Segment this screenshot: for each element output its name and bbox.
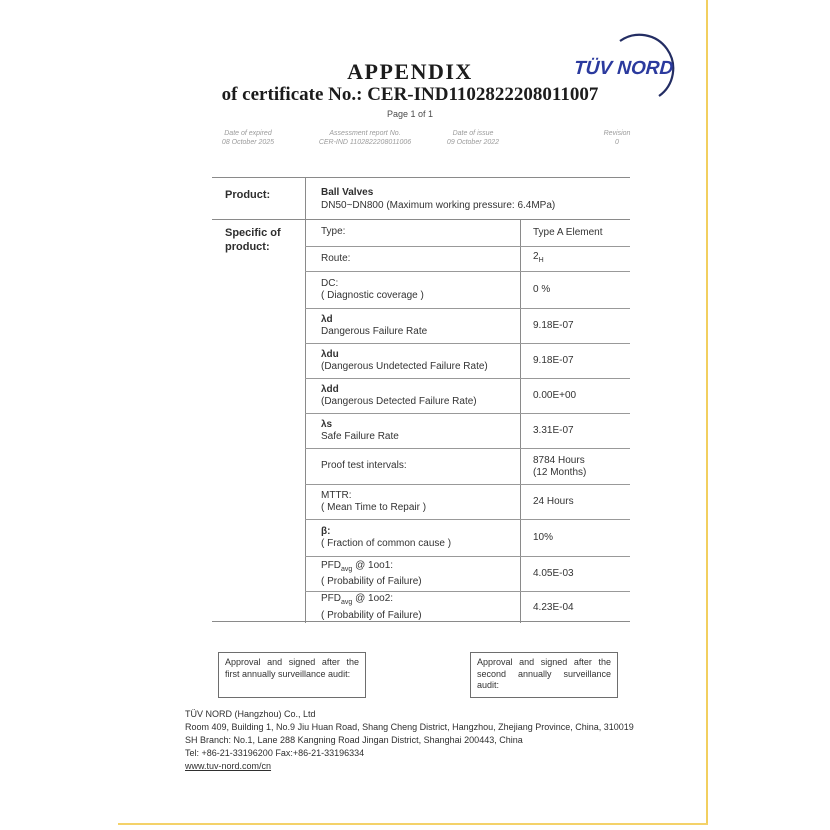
approval-box-first-audit: Approval and signed after the first annually surveillance audit:	[218, 652, 366, 698]
meta-label: Date of issue	[452, 130, 494, 137]
table-row: Type: Type A Element	[321, 226, 603, 238]
product-specification-table	[212, 177, 630, 622]
footer-address-line2: SH Branch: No.1, Lane 288 Kangning Road Jingan District, Shanghai 200443, China	[185, 735, 523, 745]
approval-box-second-audit: Approval and signed after the second annually surveillance audit:	[470, 652, 618, 698]
meta-label: Date of expired	[224, 130, 272, 137]
product-row	[305, 178, 630, 219]
meta-label: Assessment report No.	[329, 130, 401, 137]
website-link[interactable]: www.tuv-nord.com/cn	[185, 761, 272, 771]
product-description: DN50~DN800 (Maximum working pressure: 6.4MPa)	[321, 199, 556, 211]
table-row: DC: ( Diagnostic coverage ) 0 %	[305, 271, 630, 308]
table-row: λs Safe Failure Rate 3.31E-07	[305, 413, 630, 448]
meta-revision	[577, 129, 657, 147]
page-number: Page 1 of 1	[386, 109, 434, 119]
footer-address-line1: Room 409, Building 1, No.9 Jiu Huan Road, Shang Cheng District, Hangzhou, Zhejiang Province, China, 310019	[185, 722, 634, 732]
table-row: $PFD_{avg}$ @ 1oo2: ( Probability of Failure) 4.23E-04	[305, 591, 630, 623]
table-row: MTTR: ( Mean Time to Repair ) 24 Hours	[305, 484, 630, 519]
meta-value: 09 October 2022	[446, 139, 500, 146]
tuv-nord-logo	[565, 25, 695, 110]
specific-of-product-label: Specific of product:	[225, 227, 281, 253]
scan-page-right-edge	[706, 0, 708, 824]
table-row: Route: $2_H$	[305, 246, 630, 271]
meta-date-issue	[413, 129, 533, 147]
footer	[185, 708, 655, 773]
certificate-number: of certificate No.: CER-IND1102822208011007	[221, 84, 599, 105]
product-label: Product:	[225, 189, 271, 201]
meta-value: 0	[615, 139, 619, 146]
specification-rows	[305, 219, 630, 623]
scan-page-bottom-edge	[118, 823, 708, 825]
table-row: Proof test intervals: 8784 Hours (12 Months)	[305, 448, 630, 484]
table-row: λdd (Dangerous Detected Failure Rate) 0.00E+00	[305, 378, 630, 413]
logo-wordmark: TÜV NORD	[573, 58, 675, 79]
table-row: $PFD_{avg}$ @ 1oo1: ( Probability of Failure) 4.05E-03	[305, 556, 630, 591]
meta-value: CER-IND 1102822208011006	[318, 139, 412, 146]
table-row: λdu (Dangerous Undetected Failure Rate) 9.18E-07	[305, 343, 630, 378]
meta-label: Revision	[603, 130, 631, 137]
product-name: Ball Valves	[321, 186, 374, 198]
table-row: β: ( Fraction of common cause ) 10%	[305, 519, 630, 556]
footer-company-name: TÜV NORD (Hangzhou) Co., Ltd	[185, 709, 316, 719]
page-title: APPENDIX	[347, 59, 473, 84]
meta-value: 08 October 2025	[221, 139, 275, 146]
footer-phone-fax: Tel: +86-21-33196200 Fax:+86-21-33196334	[185, 748, 365, 758]
table-row: λd Dangerous Failure Rate 9.18E-07	[305, 308, 630, 343]
